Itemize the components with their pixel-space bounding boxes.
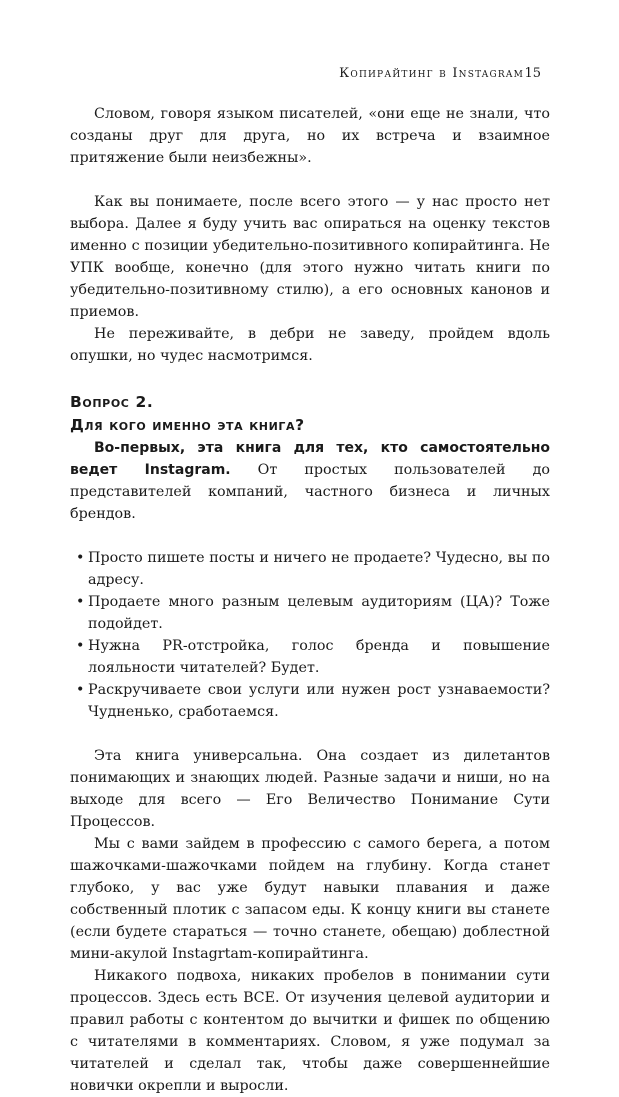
list-item: • Нужна PR-отстройка, голос бренда и повышение лояльности читателей? Будет. xyxy=(88,635,550,679)
paragraph-reassure: Не переживайте, в дебри не заведу, пройдем вдоль опушки, но чудес насмотримся. xyxy=(70,326,550,364)
running-title: Копирайтинг в Instagram xyxy=(339,66,524,81)
section-heading xyxy=(70,391,550,437)
list-item: • Продаете много разным целевым аудиториям (ЦА)? Тоже подойдет. xyxy=(88,591,550,635)
bullet-list xyxy=(70,547,550,723)
section-heading-number: Вопрос 2. xyxy=(70,393,154,411)
page-content xyxy=(70,103,550,1097)
list-item: • Раскручиваете свои услуги или нужен рост узнаваемости? Чудненько, сработаемся. xyxy=(88,679,550,723)
paragraph-quote: Словом, говоря языком писателей, «они еще не знали, что созданы друг для друга, но их встреча и взаимное притяжение были неизбежны». xyxy=(70,106,550,166)
page-number: 15 xyxy=(524,66,541,81)
list-item: • Просто пишете посты и ничего не продаете? Чудесно, вы по адресу. xyxy=(88,547,550,591)
paragraph-universal: Эта книга универсальна. Она создает из дилетантов понимающих и знающих людей. Разные задачи и ниши, но на выходе для всего — Его Величество Понимание Сути Процессов. xyxy=(70,748,550,830)
section-heading-title: Для кого именно эта книга? xyxy=(70,416,305,434)
paragraph-lead xyxy=(70,437,550,525)
paragraph-everything: Никакого подвоха, никаких пробелов в понимании сути процессов. Здесь есть ВСЕ. От изучения целевой аудитории и правил работы с контентом до вычитки и фишек по общению с читателями в комментариях. Словом, я уже подумал за читателей и сделал так, чтобы даже совершеннейшие новички окрепли и выросли. xyxy=(70,968,550,1094)
paragraph-choice: Как вы понимаете, после всего этого — у нас просто нет выбора. Далее я буду учить вас опираться на оценку текстов именно с позиции убедительно-позитивного копирайтинга. Не УПК вообще, конечно (для этого нужно читать книги по убедительно-позитивному стилю), а его основных канонов и приемов. xyxy=(70,194,550,320)
page-header xyxy=(0,66,619,86)
lead-bold-text: Во-первых, эта книга для тех, кто самостоятельно ведет Instagram. xyxy=(70,440,550,478)
lead-text: От простых пользователей до представителей компаний, частного бизнеса и личных брендов. xyxy=(70,462,550,522)
paragraph-profession: Мы с вами зайдем в профессию с самого берега, а потом шажочками-шажочками пойдем на глубину. Когда станет глубоко, у вас уже будут навыки плавания и даже собственный плотик с запасом еды. К концу книги вы станете (если будете стараться — точно станете, обещаю) доблестной мини-акулой Instagrtam-копирайтинга. xyxy=(70,836,550,962)
